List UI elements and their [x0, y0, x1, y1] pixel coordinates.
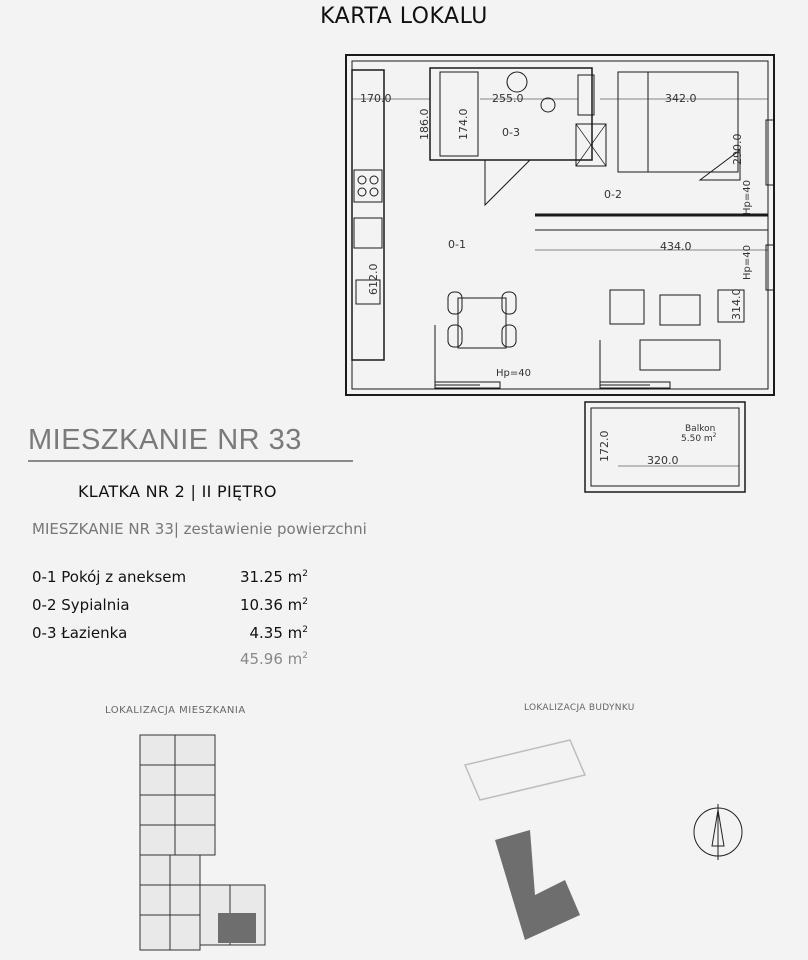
- flat-location-plan: [130, 725, 280, 955]
- oven: [354, 218, 382, 248]
- page-title: KARTA LOKALU: [320, 4, 488, 29]
- bathroom-door: [485, 160, 530, 205]
- building-location-label: LOKALIZACJA BUDYNKU: [524, 703, 635, 713]
- room-label-0-1: 0-1: [448, 238, 466, 251]
- dim-label: 172.0: [598, 430, 611, 462]
- room-name: 0-2 Sypialnia: [32, 596, 130, 614]
- room-area: 4.35 $m^2$: [249, 624, 308, 642]
- room-row-0-1: [32, 568, 322, 586]
- room-row-0-3: [32, 624, 322, 642]
- bed: [618, 72, 738, 172]
- dim-label: 342.0: [665, 92, 697, 105]
- total-area: 45.96 $m^2$: [239, 650, 308, 668]
- dim-label: 320.0: [647, 454, 679, 467]
- sink: [507, 72, 527, 92]
- area-summary-caption: MIESZKANIE NR 33| zestawienie powierzchni: [32, 520, 367, 538]
- dim-label: 174.0: [457, 108, 470, 140]
- flat-highlight: [218, 913, 256, 943]
- bathroom-wall: [430, 68, 592, 160]
- balcony-name: Balkon: [685, 424, 716, 434]
- window-3: [766, 120, 774, 185]
- cooktop: [354, 170, 382, 202]
- dining-table: [458, 298, 506, 348]
- floor-plan: [330, 40, 780, 500]
- balcony-area: 5.50 $m^2$: [681, 432, 717, 444]
- kitchen-counter: [352, 70, 384, 360]
- dim-label: 290.0: [731, 133, 744, 165]
- toilet: [541, 98, 555, 112]
- window-4: [766, 245, 774, 290]
- room-area: 31.25 $m^2$: [239, 568, 308, 586]
- dim-label: 612.0: [367, 263, 380, 295]
- armchair: [610, 290, 644, 324]
- building-location-map: [460, 720, 760, 960]
- room-name: 0-3 Łazienka: [32, 624, 128, 642]
- flat-location-label: LOKALIZACJA MIESZKANIA: [105, 705, 246, 716]
- sofa: [640, 340, 720, 370]
- building-footprint: [495, 830, 580, 940]
- north-arrow-icon: [694, 804, 742, 860]
- dim-label: 186.0: [418, 108, 431, 140]
- balcony-door: [600, 340, 650, 385]
- room-label-0-2: 0-2: [604, 188, 622, 201]
- room-label-0-3: 0-3: [502, 126, 520, 139]
- height-note: Hp=40: [742, 180, 753, 215]
- unit-title: MIESZKANIE NR 33: [28, 424, 302, 456]
- dim-label: 314.0: [730, 288, 743, 320]
- coffee-table: [660, 295, 700, 325]
- room-row-0-2: [32, 596, 322, 614]
- stair-floor: KLATKA NR 2 | II PIĘTRO: [78, 482, 277, 501]
- height-note: Hp=40: [742, 245, 753, 280]
- dim-label: 434.0: [660, 240, 692, 253]
- room-name: 0-1 Pokój z aneksem: [32, 568, 187, 586]
- room-area: 10.36 $m^2$: [239, 596, 308, 614]
- height-note: Hp=40: [496, 368, 531, 379]
- title-underline: [28, 460, 353, 462]
- dim-label: 255.0: [492, 92, 524, 105]
- outer-wall: [346, 55, 774, 395]
- dim-label: 170.0: [360, 92, 392, 105]
